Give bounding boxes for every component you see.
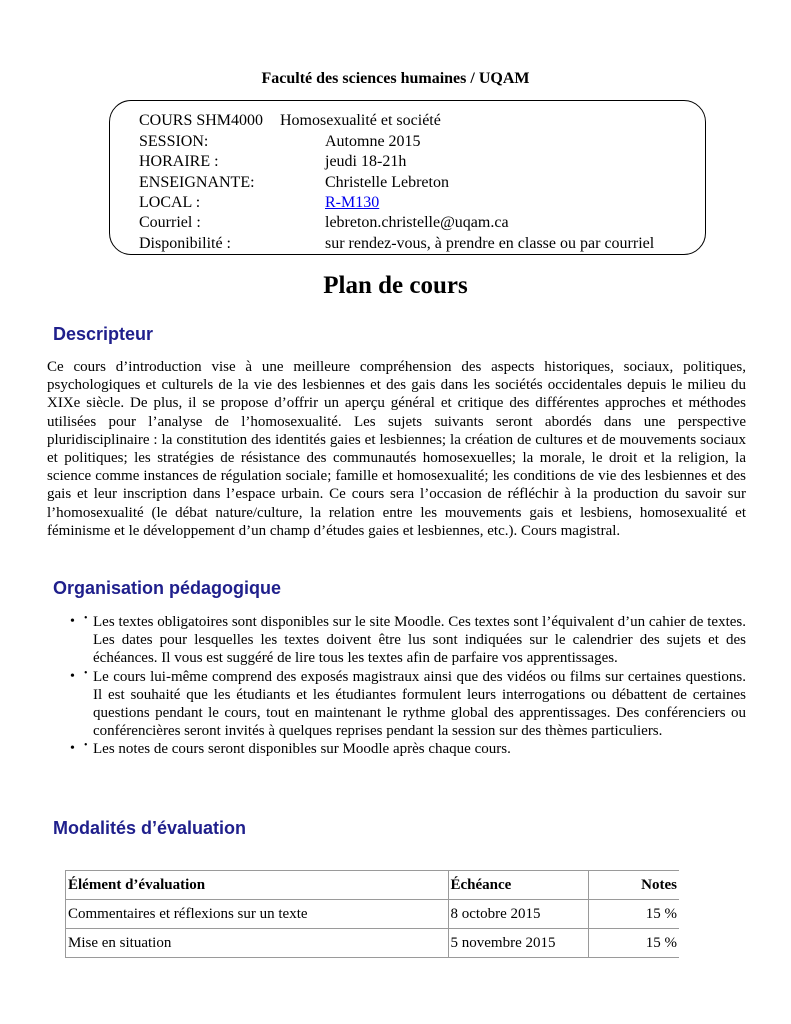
bullet-icon: • [70,741,75,757]
session-row [139,132,421,152]
room-link[interactable]: R-M130 [325,194,380,211]
list-item [70,740,746,758]
teacher-row [139,173,449,193]
email-label: Courriel : [139,214,201,231]
course-row [139,111,441,131]
availability-row [139,234,655,254]
table-cell: Commentaires et réflexions sur un texte [66,900,449,929]
table-cell: 15 % [588,900,679,929]
bullet-icon: • [70,668,75,684]
faculty-header: Faculté des sciences humaines / UQAM [261,70,530,87]
bullet-icon: • [84,740,88,752]
teacher-value: Christelle Lebreton [325,174,449,191]
session-value: Automne 2015 [325,133,421,150]
list-item [70,613,746,668]
schedule-value: jeudi 18-21h [325,153,407,170]
organisation-heading: Organisation pédagogique [53,578,282,598]
list-item-text: Les notes de cours seront disponibles sur Moodle après chaque cours. [93,741,511,758]
schedule-label: HORAIRE : [139,153,219,170]
list-item-text: Les textes obligatoires sont disponibles sur le site Moodle. Ces textes sont l’équivalent d’un cahier de textes. Les dates pour lesquelles les textes doivent être lus sont indiquées sur le calendrier des sujets et des échéances. Il vous est suggéré de lire tous les textes afin de parfaire vos apprentissages. [93,614,746,667]
list-item-text: Le cours lui-même comprend des exposés magistraux ainsi que des vidéos ou films sur certaines questions. Il est souhaité que les étudiants et les étudiantes formulent leurs interrogations ou débattent de certaines questions pendant le cours, tout en maintenant le rythme global des apprentissages. Des conférenciers ou conférencières seront invités à quelques reprises pendant la session sur des thèmes particuliers. [93,668,746,740]
table-cell: 8 octobre 2015 [448,900,588,929]
list-item [70,668,746,741]
column-header: Élément d’évaluation [66,871,449,900]
room-row [139,193,380,213]
table-header-row [66,871,680,900]
column-header: Notes [588,871,679,900]
table-cell: 15 % [588,929,679,958]
descripteur-heading: Descripteur [53,324,154,344]
table-row [66,929,680,958]
email-row [139,213,509,233]
availability-label: Disponibilité : [139,235,231,252]
schedule-row [139,152,407,172]
bullet-icon: • [84,667,88,679]
evaluation-heading: Modalités d’évaluation [53,818,247,838]
room-label: LOCAL : [139,194,201,211]
bullet-icon: • [84,613,88,624]
organisation-list [70,613,746,759]
column-header: Échéance [448,871,588,900]
session-label: SESSION: [139,133,209,150]
course-title: Homosexualité et société [280,112,441,129]
teacher-label: ENSEIGNANTE: [139,174,255,191]
table-row [66,900,680,929]
table-cell: Mise en situation [66,929,449,958]
evaluation-table [65,870,679,958]
page-title: Plan de cours [323,272,468,299]
email-value: lebreton.christelle@uqam.ca [325,214,509,231]
course-code: COURS SHM4000 [139,112,264,129]
availability-value: sur rendez-vous, à prendre en classe ou par courriel [325,235,655,252]
descripteur-text: Ce cours d’introduction vise à une meilleure compréhension des aspects historiques, sociaux, politiques, psychologiques et culturels de la vie des lesbiennes et des gais dans les sociétés occidentales depuis le milieu du XIXe siècle. De plus, il se propose d’offrir un aperçu général et critique des différentes approches et méthodes utilisées pour l’analyse de l’homosexualité. Les sujets suivants seront abordés dans une perspective pluridisciplinaire : la constitution des identités gaies et lesbiennes; la création de cultures et de mouvements sociaux et politiques; les stratégies de résistance des communautés homosexuelles; la morale, le droit et la religion, la science comme instances de régulation sociale; famille et homosexualité; les conditions de vie des lesbiennes et des gais et leur inscription dans l’espace urbain. Ce cours sera l’occasion de réfléchir à la production du savoir sur l’homosexualité (le débat nature/culture, la relation entre les mouvements gais et lesbiens, homosexualité et féminisme et le développement d’un champ d’études gaies et lesbiennes, etc.). Cours magistral. [47,359,746,539]
bullet-icon: • [70,614,75,629]
table-cell: 5 novembre 2015 [448,929,588,958]
